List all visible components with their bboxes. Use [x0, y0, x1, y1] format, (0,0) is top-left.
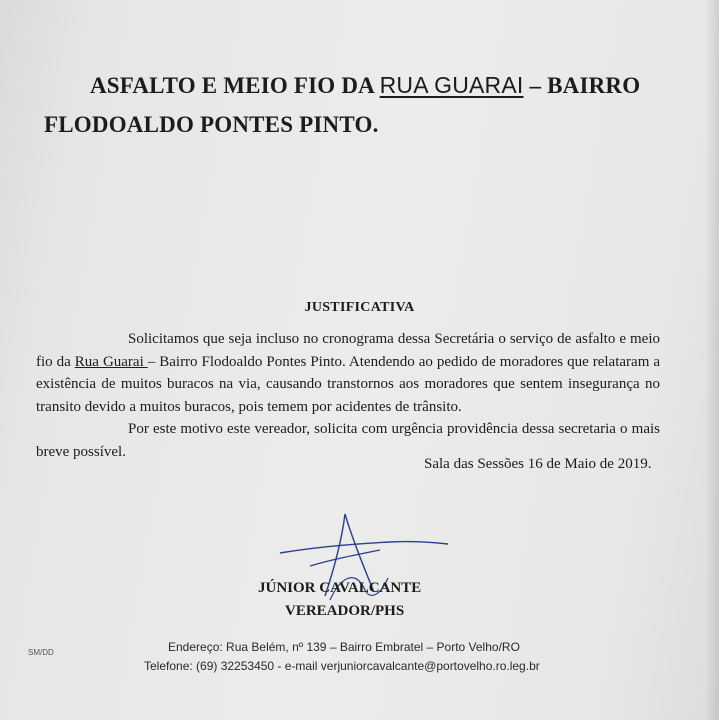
justification-body: [36, 328, 660, 463]
document-title-line-1: [90, 72, 640, 99]
paragraph-1-street: Rua Guarai: [74, 353, 148, 370]
justification-heading: JUSTIFICATIVA: [304, 300, 415, 315]
closing-date-line: Sala das Sessões 16 de Maio de 2019.: [424, 456, 652, 472]
handwritten-signature: [270, 508, 470, 618]
footer-address: Endereço: Rua Belém, nº 139 – Bairro Embratel – Porto Velho/RO: [168, 640, 520, 654]
page-edge-shadow: [705, 0, 719, 720]
document-title-line-2: FLODOALDO PONTES PINTO.: [44, 112, 379, 137]
justification-paragraph-1: [36, 328, 660, 418]
footer-contact: Telefone: (69) 32253450 - e-mail verjuniorcavalcante@portovelho.ro.leg.br: [144, 659, 540, 673]
title-street-name: RUA GUARAI: [379, 72, 524, 98]
title-prefix: ASFALTO E MEIO FIO DA: [90, 73, 380, 98]
footer-reference-code: SM/DD: [28, 648, 54, 657]
paragraph-1-text-end: – Bairro Flodoaldo Pontes Pinto. Atendendo ao pedido de moradores que relataram a existência de muitos buracos na via, causando transtornos aos moradores que sentem insegurança no transito devido a muitos buracos, pois temem por acidentes de trânsito.: [36, 353, 661, 415]
signer-name: JÚNIOR CAVALCANTE: [258, 580, 422, 596]
paragraph-1-text-start: Solicitamos que seja incluso no cronograma dessa Secretária o serviço de asfalto e meio fio da: [36, 331, 660, 370]
signer-role: VEREADOR/PHS: [285, 603, 405, 619]
justification-paragraph-2: Por este motivo este vereador, solicita com urgência providência dessa secretaria o mais breve possível.: [36, 421, 660, 460]
title-suffix: – BAIRRO: [523, 73, 641, 98]
